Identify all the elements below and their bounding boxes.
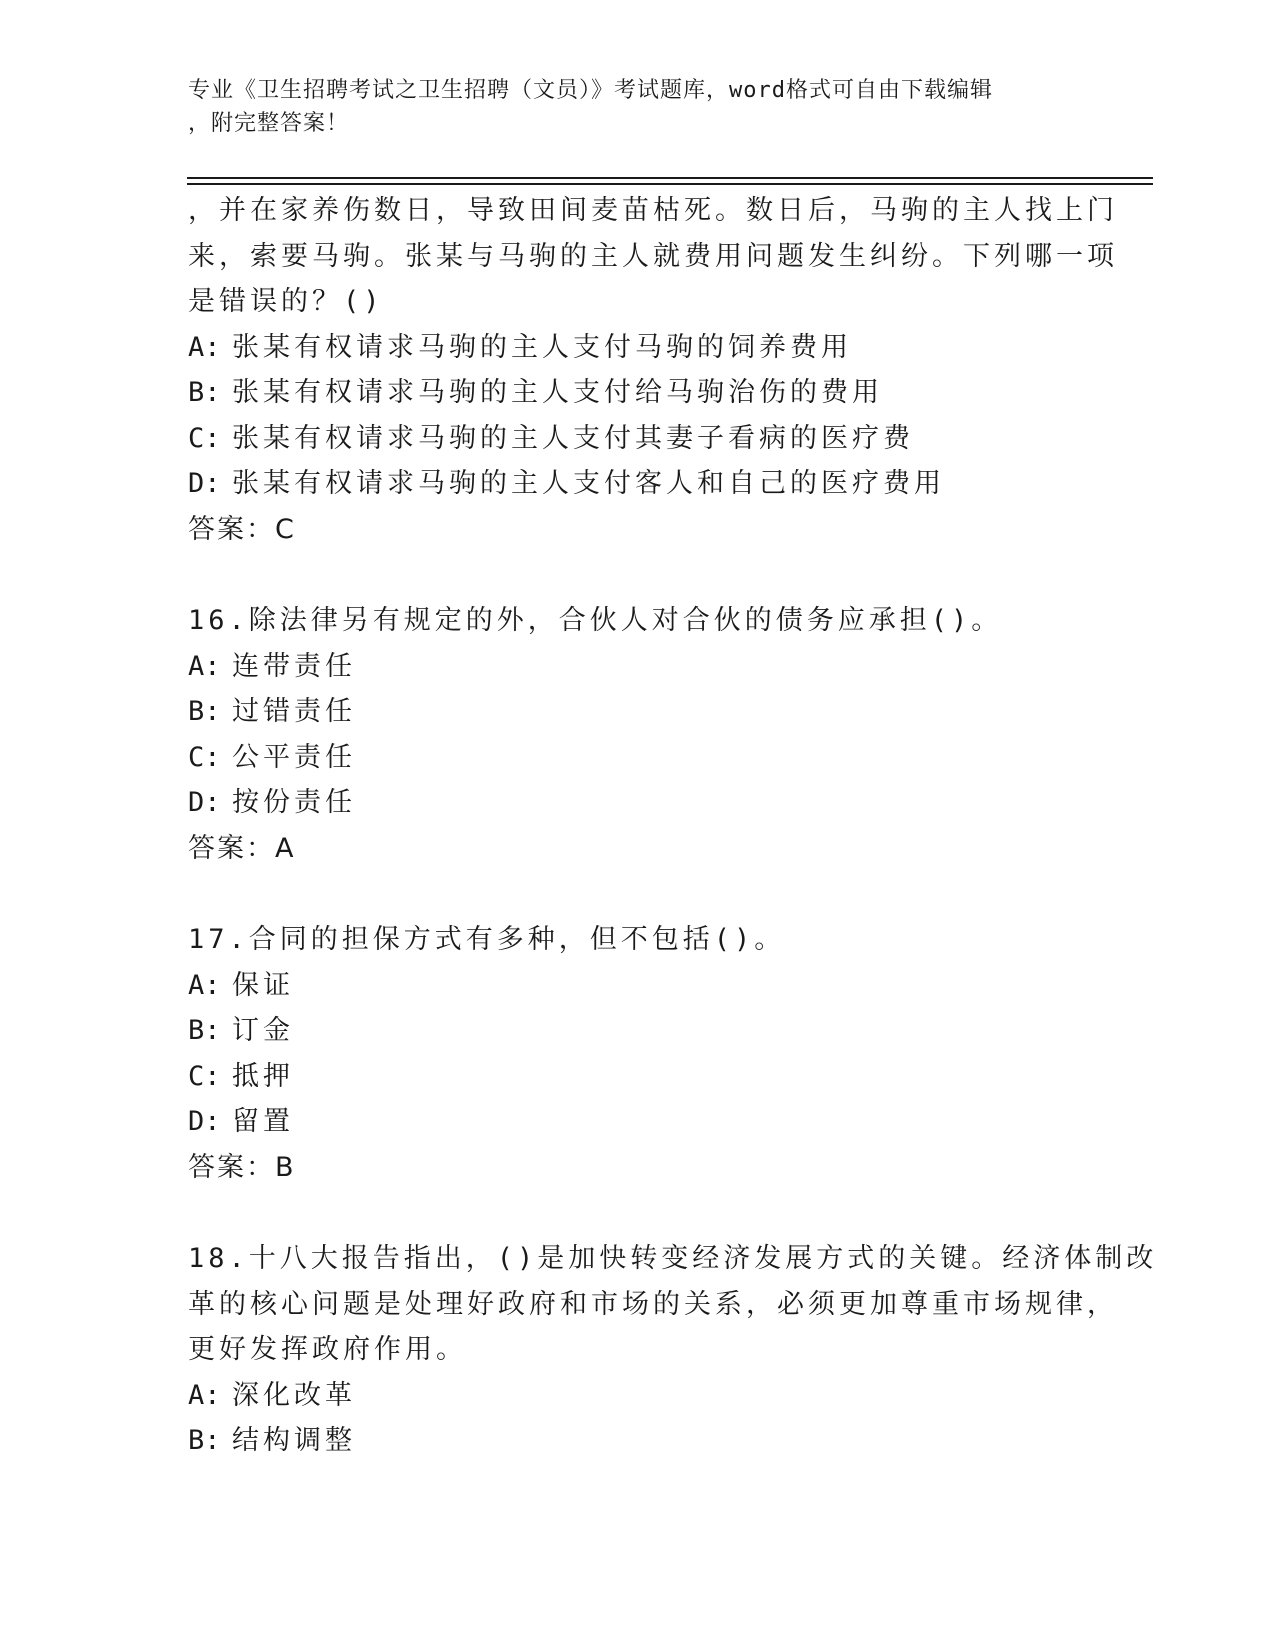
question-18 (188, 1236, 1158, 1464)
answer-line: 答案：C (188, 513, 296, 545)
option-a (188, 325, 1088, 371)
spacer (188, 1190, 1088, 1236)
option-letter: A: (188, 1379, 221, 1411)
option-letter: B: (188, 377, 221, 408)
option-letter: D: (188, 468, 221, 499)
option-c (188, 735, 1088, 781)
option-letter: D: (188, 1106, 221, 1137)
header-line-2: ，附完整答案！ (188, 111, 350, 136)
option-c (188, 416, 1088, 462)
option-letter: B: (188, 1015, 221, 1046)
option-a (188, 1373, 1088, 1419)
question-stem-line: 16.除法律另有规定的外，合伙人对合伙的债务应承担()。 (188, 605, 1003, 636)
answer-line: 答案：A (188, 832, 296, 864)
option-letter: C: (188, 1060, 221, 1092)
option-text: 张某有权请求马驹的主人支付给马驹治伤的费用 (232, 377, 883, 408)
option-text: 结构调整 (232, 1425, 356, 1456)
option-text: 张某有权请求马驹的主人支付其妻子看病的医疗费 (232, 422, 914, 454)
option-text: 留置 (232, 1106, 294, 1137)
option-b (188, 370, 1088, 416)
option-d (188, 1099, 1088, 1145)
option-text: 张某有权请求马驹的主人支付客人和自己的医疗费用 (232, 468, 945, 499)
answer-line: 答案：B (188, 1151, 296, 1183)
question-stem-line: 是错误的？() (188, 286, 384, 317)
option-d (188, 461, 1088, 507)
option-text: 连带责任 (232, 650, 356, 682)
option-text: 深化改革 (232, 1379, 356, 1411)
option-b (188, 689, 1088, 735)
option-letter: B: (188, 696, 221, 727)
option-a (188, 963, 1088, 1009)
question-stem-line: ，并在家养伤数日，导致田间麦苗枯死。数日后，马驹的主人找上门 (188, 195, 1118, 226)
question-17 (188, 917, 1088, 1190)
option-letter: C: (188, 741, 221, 773)
option-d (188, 780, 1088, 826)
question-stem-line: 更好发挥政府作用。 (188, 1334, 467, 1365)
question-stem-line: 17.合同的担保方式有多种，但不包括()。 (188, 924, 786, 955)
option-letter: A: (188, 331, 221, 363)
option-text: 按份责任 (232, 787, 356, 818)
option-text: 保证 (232, 969, 294, 1001)
option-b (188, 1008, 1088, 1054)
question-stem-line: 18.十八大报告指出，()是加快转变经济发展方式的关键。经济体制改 (188, 1243, 1158, 1274)
option-letter: D: (188, 787, 221, 818)
document-header (188, 74, 1068, 140)
option-text: 过错责任 (232, 696, 356, 727)
option-letter: C: (188, 422, 221, 454)
option-letter: A: (188, 650, 221, 682)
option-letter: B: (188, 1425, 221, 1456)
option-text: 抵押 (232, 1060, 294, 1092)
option-text: 公平责任 (232, 741, 356, 773)
header-divider-bottom (187, 183, 1153, 185)
spacer (188, 871, 1088, 917)
option-b (188, 1418, 1088, 1464)
question-15-continuation (188, 188, 1118, 552)
question-stem-line: 来，索要马驹。张某与马驹的主人就费用问题发生纠纷。下列哪一项 (188, 240, 1118, 272)
option-letter: A: (188, 969, 221, 1001)
spacer (188, 552, 1088, 598)
header-line-1: 专业《卫生招聘考试之卫生招聘（文员）》考试题库，word格式可自由下载编辑 (188, 78, 993, 103)
question-16 (188, 598, 1088, 871)
question-content (188, 188, 1158, 1464)
option-text: 张某有权请求马驹的主人支付马驹的饲养费用 (232, 331, 852, 363)
option-c (188, 1054, 1088, 1100)
header-divider-top (187, 177, 1153, 179)
option-text: 订金 (232, 1015, 294, 1046)
option-a (188, 644, 1088, 690)
question-stem-line: 革的核心问题是处理好政府和市场的关系，必须更加尊重市场规律， (188, 1288, 1118, 1320)
